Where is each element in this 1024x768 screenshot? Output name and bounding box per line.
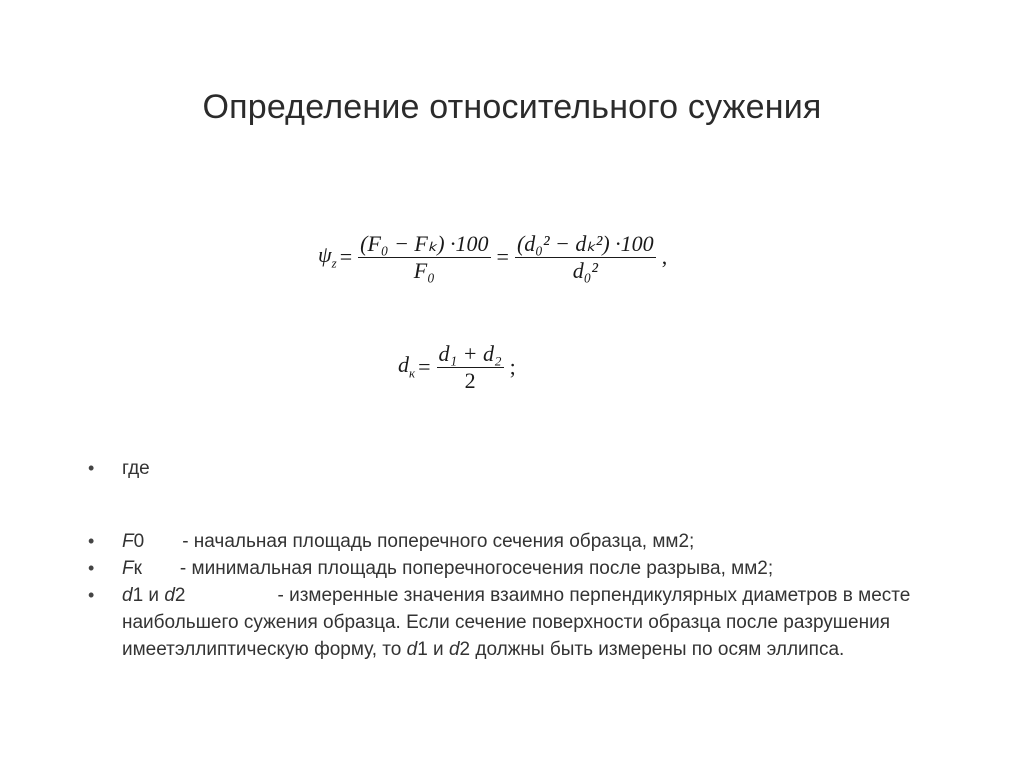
fraction-area-numerator: (F₀ − Fₖ) ·100	[360, 230, 489, 256]
dk-denominator: 2	[464, 367, 476, 393]
fk-symbol: F	[122, 558, 134, 579]
bullet-f0	[88, 528, 948, 555]
fraction-diameter-numerator: (d₀² − dₖ²) ·100	[516, 230, 654, 256]
d1-symbol: d	[122, 585, 133, 606]
d2-symbol: d	[164, 585, 175, 606]
formula-dk	[398, 330, 558, 404]
formula-dk-fraction	[437, 341, 504, 394]
formula-equals-2: =	[496, 244, 509, 269]
bullet-fk	[88, 555, 948, 582]
formula-dk-tail: ;	[509, 354, 516, 379]
fraction-diameter-denominator: d₀²	[572, 257, 598, 283]
dk-numerator: d₁ + d₂	[438, 340, 502, 366]
formula-tail: ,	[661, 244, 668, 269]
formula-equals: =	[339, 244, 353, 269]
f0-description: - начальная площадь поперечного сечения образца, мм2;	[182, 531, 695, 552]
formula-relative-narrowing	[318, 222, 678, 292]
formula-dk-lhs: $d_к$	[398, 352, 416, 381]
d-description: - измеренные значения взаимно перпендикулярных диаметров в месте наибольшего сужения образца. Если сечение поверхности образца после разрушения имеетэллиптическую форму, то	[122, 585, 911, 660]
f0-index: 0	[133, 531, 145, 552]
fk-index: к	[133, 558, 142, 579]
formula-lhs: $\psi_z$	[318, 242, 337, 271]
bullet-d1-d2: • d1 и d2 - измеренные значения взаимно перпендикулярных диаметров в месте наибольшего сужения образца. Если сечение поверхности образца после разрушения имеетэллиптическую форму, то d1 и d2 должны быть измерены по осям эллипса.	[88, 582, 948, 663]
fraction-area-denominator: F₀	[413, 257, 435, 283]
fk-description: - минимальная площадь поперечногосечения после разрыва, мм2;	[179, 558, 774, 579]
definitions-list	[88, 455, 948, 663]
formula-fraction-area	[358, 231, 490, 284]
bullet-where: • где	[88, 455, 948, 482]
f0-symbol: F	[122, 531, 134, 552]
slide-title: Определение относительного сужения	[202, 88, 822, 126]
formula-fraction-diameter	[515, 231, 656, 284]
formula-dk-equals: =	[418, 354, 431, 379]
